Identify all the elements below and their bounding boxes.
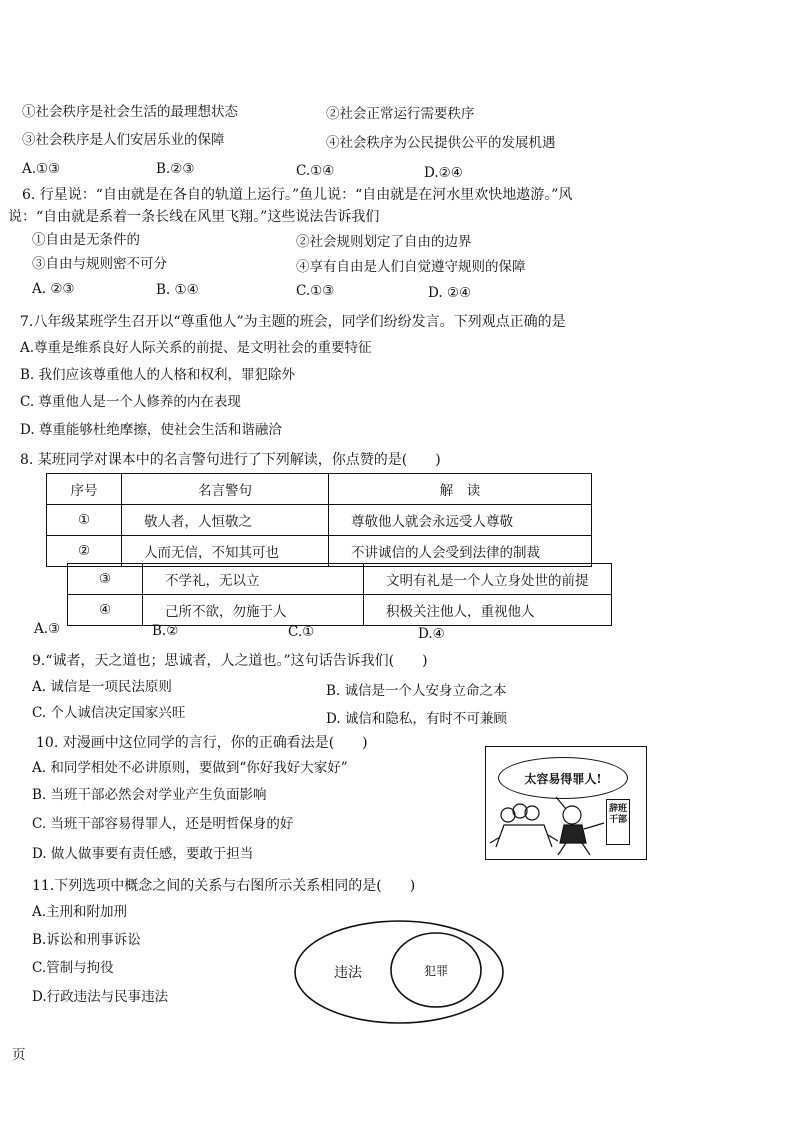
q11-option-a: A.主刑和附加刑 xyxy=(32,904,128,920)
table-row xyxy=(68,595,612,626)
q7-option-c: C. 尊重他人是一个人修养的内在表现 xyxy=(20,394,241,410)
q6-stem-line-2: 说：“自由就是系着一条长线在风里飞翔。”这些说法告诉我们 xyxy=(8,209,380,225)
q11-option-d: D.行政违法与民事违法 xyxy=(32,989,169,1005)
q6-statement-2: ②社会规则划定了自由的边界 xyxy=(296,234,472,250)
q5-statement-1: ①社会秩序是社会生活的最理想状态 xyxy=(22,104,238,120)
q10-stem: 10. 对漫画中这位同学的言行，你的正确看法是( ) xyxy=(36,735,368,751)
q11-option-b: B.诉讼和刑事诉讼 xyxy=(32,932,141,948)
q8-table-top xyxy=(46,473,592,567)
row-index: ④ xyxy=(68,595,143,626)
q6-statement-4: ④享有自由是人们自觉遵守规则的保障 xyxy=(296,259,526,275)
resignation-sign: 辞班干部 xyxy=(606,799,630,845)
row-interpretation: 积极关注他人，重视他人 xyxy=(364,595,612,626)
q5-statement-2: ②社会正常运行需要秩序 xyxy=(326,106,475,122)
cartoon-image xyxy=(485,746,647,860)
q5-statement-4: ④社会秩序为公民提供公平的发展机遇 xyxy=(326,135,556,151)
q9-option-a: A. 诚信是一项民法原则 xyxy=(32,679,172,695)
table-row xyxy=(47,505,592,536)
q6-option-b: B. ①④ xyxy=(156,282,199,298)
row-interpretation: 不讲诚信的人会受到法律的制裁 xyxy=(329,536,592,567)
q6-option-a: A. ②③ xyxy=(32,281,75,297)
venn-inner-label: 犯罪 xyxy=(424,964,449,978)
q10-option-d: D. 做人做事要有责任感，要敢于担当 xyxy=(32,846,254,862)
q8-option-c: C.① xyxy=(288,624,315,640)
venn-diagram xyxy=(292,918,512,1028)
q10-option-b: B. 当班干部必然会对学业产生负面影响 xyxy=(32,787,267,803)
outer-ellipse xyxy=(295,921,503,1023)
row-interpretation: 文明有礼是一个人立身处世的前提 xyxy=(364,564,612,595)
q6-statement-3: ③自由与规则密不可分 xyxy=(32,256,167,272)
table-row xyxy=(47,536,592,567)
q9-option-d: D. 诚信和隐私，有时不可兼顾 xyxy=(326,711,507,727)
q7-option-a: A.尊重是维系良好人际关系的前提、是文明社会的重要特征 xyxy=(20,340,372,356)
q5-option-b: B.②③ xyxy=(156,161,195,177)
q5-statement-3: ③社会秩序是人们安居乐业的保障 xyxy=(22,132,225,148)
speech-bubble: 太容易得罪人! xyxy=(498,757,628,799)
q11-option-c: C.管制与拘役 xyxy=(32,960,114,976)
q5-option-a: A.①③ xyxy=(22,161,61,177)
q10-option-c: C. 当班干部容易得罪人，还是明哲保身的好 xyxy=(32,816,294,832)
q8-stem: 8. 某班同学对课本中的名言警句进行了下列解读，你点赞的是( ) xyxy=(20,452,441,468)
q11-stem: 11.下列选项中概念之间的关系与右图所示关系相同的是( ) xyxy=(32,878,416,894)
q9-option-c: C. 个人诚信决定国家兴旺 xyxy=(32,705,186,721)
table-row xyxy=(68,564,612,595)
q9-option-b: B. 诚信是一个人安身立命之本 xyxy=(326,683,507,699)
header-quote: 名言警句 xyxy=(122,474,329,505)
row-interpretation: 尊敬他人就会永远受人尊敬 xyxy=(329,505,592,536)
venn-outer-label: 违法 xyxy=(334,965,362,981)
q8-option-d: D.④ xyxy=(418,626,445,642)
q8-option-b: B.② xyxy=(152,623,179,639)
q5-option-c: C.①④ xyxy=(296,163,335,179)
q6-statement-1: ①自由是无条件的 xyxy=(32,232,140,248)
q10-option-a: A. 和同学相处不必讲原则，要做到“你好我好大家好” xyxy=(32,760,348,776)
q6-option-c: C.①③ xyxy=(296,283,335,299)
q6-stem-line-1: 6. 行星说：“自由就是在各自的轨道上运行。”鱼儿说：“自由就是在河水里欢快地遨游。”风 xyxy=(22,187,573,203)
q7-stem: 7.八年级某班学生召开以“尊重他人”为主题的班会，同学们纷纷发言。下列观点正确的是 xyxy=(20,314,566,330)
page-footer: 页 xyxy=(12,1047,26,1063)
header-interpretation: 解 读 xyxy=(329,474,592,505)
row-quote: 敬人者，人恒敬之 xyxy=(122,505,329,536)
row-index: ② xyxy=(47,536,122,567)
q9-stem: 9.“诚者，天之道也；思诚者，人之道也。”这句话告诉我们( ) xyxy=(32,653,428,669)
row-quote: 己所不欲，勿施于人 xyxy=(143,595,364,626)
q8-option-a: A.③ xyxy=(34,621,61,637)
header-index: 序号 xyxy=(47,474,122,505)
q7-option-d: D. 尊重能够杜绝摩擦，使社会生活和谐融洽 xyxy=(20,422,282,438)
q7-option-b: B. 我们应该尊重他人的人格和权利，罪犯除外 xyxy=(20,367,296,383)
row-quote: 不学礼，无以立 xyxy=(143,564,364,595)
row-quote: 人而无信，不知其可也 xyxy=(122,536,329,567)
row-index: ① xyxy=(47,505,122,536)
table-header-row xyxy=(47,474,592,505)
row-index: ③ xyxy=(68,564,143,595)
q5-option-d: D.②④ xyxy=(424,165,463,181)
q8-table-bottom xyxy=(67,563,612,626)
q6-option-d: D. ②④ xyxy=(428,285,472,301)
